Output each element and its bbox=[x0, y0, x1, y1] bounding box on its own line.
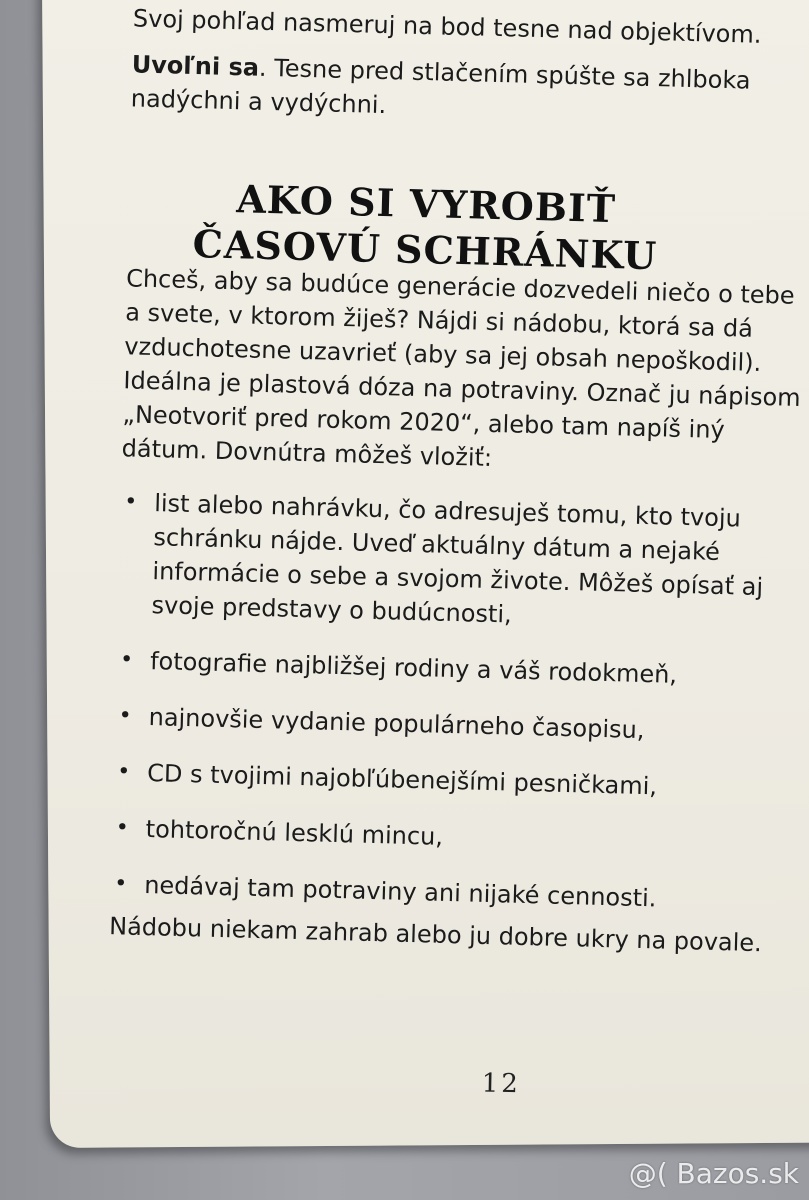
list-item bbox=[116, 643, 797, 695]
bullet-icon: • bbox=[116, 759, 131, 785]
bullet-icon: • bbox=[118, 703, 133, 729]
book-page bbox=[42, 0, 809, 1148]
list-item-text: CD s tvojimi najobľúbenejšími pesničkami, bbox=[146, 759, 658, 801]
item-list bbox=[109, 485, 800, 941]
list-item bbox=[114, 699, 795, 751]
list-item-text: tohtoročnú lesklú mincu, bbox=[145, 815, 444, 851]
list-item bbox=[113, 755, 794, 807]
page-number: 12 bbox=[481, 1068, 522, 1100]
intro-bold-phrase: Uvoľni sa bbox=[131, 50, 260, 82]
body-paragraph: Chceš, aby sa budúce generácie dozvedeli niečo o tebe a svete, v ktorom žiješ? Nájdi si nádobu, ktorá sa dá vzduchotesne uzavrieť (aby sa jej obsah nepoškodil). Ideálna je plastová dóza na potraviny. Označ ju nápisom „Neotvoriť pred rokom 2020“, alebo tam napíš iný dátum. Dovnútra môžeš vložiť: bbox=[121, 264, 801, 472]
watermark-logo: @( Bazos.sk bbox=[628, 1157, 799, 1190]
list-item-text: najnovšie vydanie populárneho časopisu, bbox=[148, 703, 645, 745]
intro-rest: . Tesne pred stlačením spúšte sa zhlboka nadýchni a vydýchni. bbox=[130, 53, 751, 120]
section-heading: AKO SI VYROBIŤ ČASOVÚ SCHRÁNKU bbox=[192, 175, 658, 278]
bullet-icon: • bbox=[115, 815, 130, 841]
closing-sentence: Nádobu niekam zahrab alebo ju dobre ukry na povale. bbox=[108, 912, 763, 958]
bullet-icon: • bbox=[113, 871, 128, 897]
list-item-text: fotografie najbližšej rodiny a váš rodokmeň, bbox=[149, 647, 678, 689]
intro-paragraph bbox=[130, 47, 752, 131]
list-item-text: nedávaj tam potraviny ani nijaké cennosti. bbox=[143, 871, 657, 913]
list-item-text: list alebo nahrávku, čo adresuješ tomu, kto tvoju schránku nájde. Uveď aktuálny dátum a nejaké informácie o sebe a svojom živote. Môžeš opísať aj svoje predstavy o budúcnosti, bbox=[151, 489, 764, 629]
bullet-icon: • bbox=[119, 647, 134, 673]
bullet-icon: • bbox=[123, 489, 138, 515]
list-item bbox=[117, 485, 800, 639]
list-item bbox=[111, 811, 792, 863]
intro-line: Svoj pohľad nasmeruj na bod tesne nad objektívom. bbox=[132, 4, 762, 49]
